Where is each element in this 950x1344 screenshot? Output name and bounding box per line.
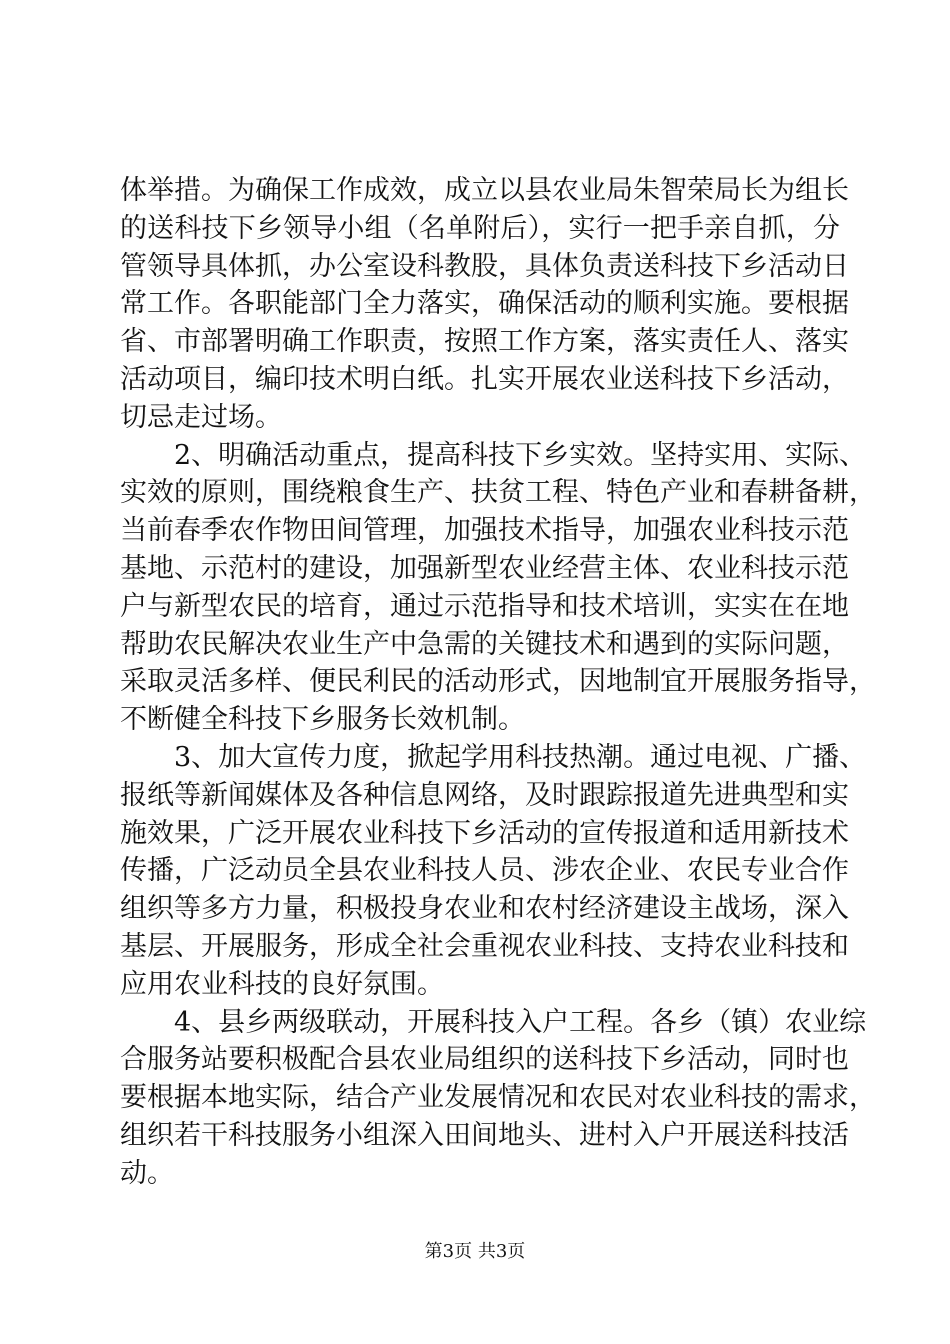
text-line: 施效果，广泛开展农业科技下乡活动的宣传报道和适用新技术 <box>120 817 849 849</box>
text-line: 要根据本地实际，结合产业发展情况和农民对农业科技的需求， <box>120 1082 876 1114</box>
text-line: 基地、示范村的建设，加强新型农业经营主体、农业科技示范 <box>120 552 849 584</box>
text-line: 户与新型农民的培育，通过示范指导和技术培训，实实在在地 <box>120 590 849 622</box>
text-line: 应用农业科技的良好氛围。 <box>120 968 444 1000</box>
text-line: 当前春季农作物田间管理，加强技术指导，加强农业科技示范 <box>120 515 849 547</box>
text-line: 帮助农民解决农业生产中急需的关键技术和遇到的实际问题， <box>120 628 849 660</box>
text-line: 不断健全科技下乡服务长效机制。 <box>120 704 525 736</box>
text-line: 切忌走过场。 <box>120 401 282 433</box>
text-line: 2、明确活动重点，提高科技下乡实效。坚持实用、实际、 <box>174 439 867 471</box>
text-line: 体举措。为确保工作成效，成立以县农业局朱智荣局长为组长 <box>120 175 849 206</box>
text-line: 4、县乡两级联动，开展科技入户工程。各乡（镇）农业综 <box>174 1006 867 1038</box>
text-line: 省、市部署明确工作职责，按照工作方案，落实责任人、落实 <box>120 326 849 358</box>
text-line: 采取灵活多样、便民利民的活动形式，因地制宜开展服务指导， <box>120 666 876 698</box>
text-line: 动。 <box>120 1157 174 1189</box>
text-line: 实效的原则，围绕粮食生产、扶贫工程、特色产业和春耕备耕， <box>120 477 876 509</box>
text-line: 常工作。各职能部门全力落实，确保活动的顺利实施。要根据 <box>120 288 849 320</box>
text-line: 报纸等新闻媒体及各种信息网络，及时跟踪报道先进典型和实 <box>120 779 849 811</box>
text-line: 活动项目，编印技术明白纸。扎实开展农业送科技下乡活动， <box>120 363 849 395</box>
text-line: 传播，广泛动员全县农业科技人员、涉农企业、农民专业合作 <box>120 855 849 887</box>
text-line: 组织等多方力量，积极投身农业和农村经济建设主战场，深入 <box>120 893 849 925</box>
text-line: 合服务站要积极配合县农业局组织的送科技下乡活动，同时也 <box>120 1044 849 1076</box>
text-line: 管领导具体抓，办公室设科教股，具体负责送科技下乡活动日 <box>120 250 849 282</box>
text-line: 组织若干科技服务小组深入田间地头、进村入户开展送科技活 <box>120 1119 849 1151</box>
text-line: 基层、开展服务，形成全社会重视农业科技、支持农业科技和 <box>120 930 849 962</box>
text-line: 3、加大宣传力度，掀起学用科技热潮。通过电视、广播、 <box>174 741 867 773</box>
body-text <box>120 172 876 1193</box>
page-footer: 第3页 共3页 <box>424 1241 526 1262</box>
text-line: 的送科技下乡领导小组（名单附后），实行一把手亲自抓，分 <box>120 212 840 244</box>
